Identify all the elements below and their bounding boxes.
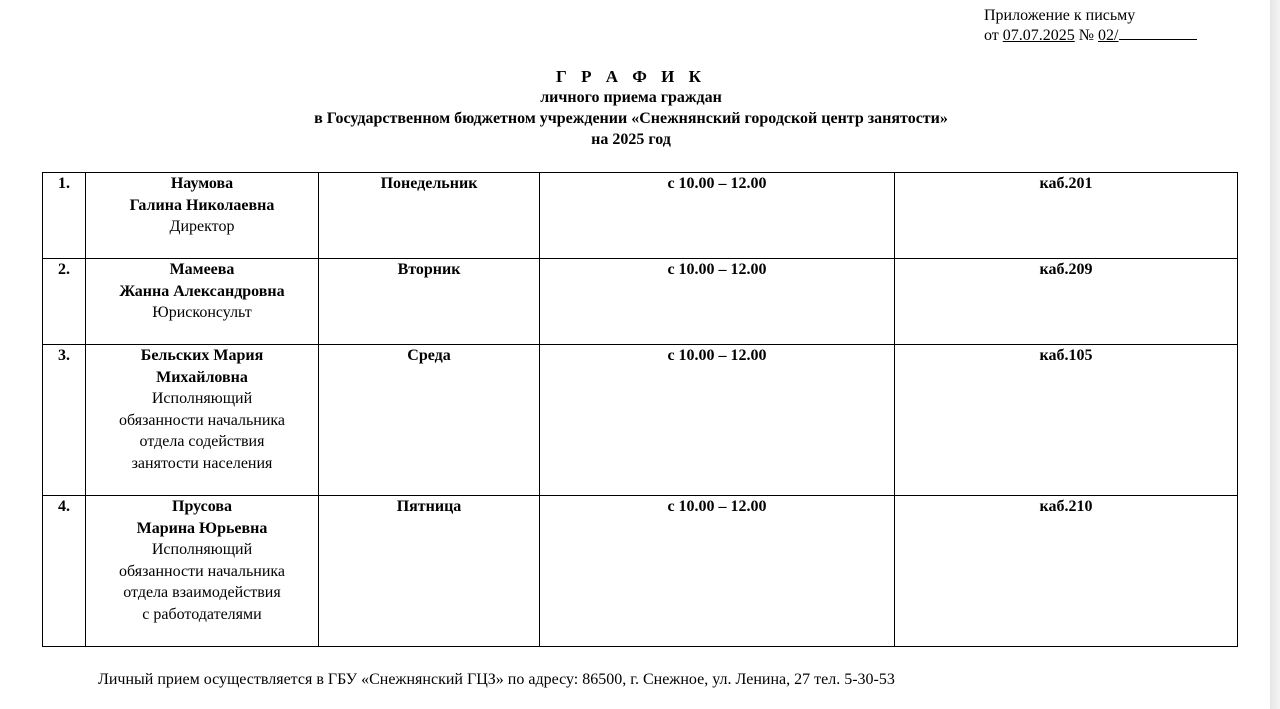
title-line2: личного приема граждан [540,89,722,106]
person-position-line: Юрисконсульт [152,304,252,321]
table-row [43,173,1238,259]
attachment-line1: Приложение к письму [984,7,1136,24]
table-row [43,345,1238,496]
row-number: 3. [43,345,86,496]
person-cell [86,496,319,647]
person-cell [86,173,319,259]
person-name-line: Галина Николаевна [129,196,275,214]
title-heading: Г Р А Ф И К [556,67,706,86]
person-position-line: отдела взаимодействия [123,584,281,601]
attachment-prefix: от [984,27,1003,44]
document-title [0,66,1262,150]
reception-time: с 10.00 – 12.00 [540,345,895,496]
attachment-line2 [984,25,1197,45]
reception-room: каб.201 [895,173,1238,259]
reception-day: Пятница [319,496,540,647]
row-number: 4. [43,496,86,647]
footer-note: Личный прием осуществляется в ГБУ «Снежнянский ГЦЗ» по адресу: 86500, г. Снежное, ул. Ленина, 27 тел. 5-30-53 [98,671,895,688]
page-edge-shadow [1270,0,1280,709]
reception-room: каб.209 [895,259,1238,345]
person-name-line: Бельских Мария [140,347,264,364]
reception-day: Понедельник [319,173,540,259]
row-number: 1. [43,173,86,259]
letter-number: 02/ [1098,27,1119,44]
person-position-line: Исполняющий [151,390,253,407]
person-name-line: Прусова [172,498,232,515]
reception-time: с 10.00 – 12.00 [540,496,895,647]
person-position-line: с работодателями [142,605,262,623]
letter-number-blank [1119,25,1197,40]
person-cell [86,345,319,496]
person-position-line: занятости населения [131,454,273,472]
person-position-line: Директор [169,218,235,235]
reception-time: с 10.00 – 12.00 [540,173,895,259]
schedule-table [42,172,1238,647]
reception-time: с 10.00 – 12.00 [540,259,895,345]
table-row [43,496,1238,647]
title-line3: в Государственном бюджетном учреждении «Снежнянский городской центр занятости» [314,110,948,127]
person-name-line: Марина Юрьевна [136,519,268,537]
person-position-line: обязанности начальника [118,411,286,429]
table-row [43,259,1238,345]
attachment-number-label: № [1074,27,1099,44]
reception-room: каб.210 [895,496,1238,647]
reception-day: Вторник [319,259,540,345]
person-position-line: обязанности начальника [118,562,286,580]
person-position-line: отдела содействия [139,433,265,450]
reception-day: Среда [319,345,540,496]
attachment-note [984,6,1197,45]
person-name-line: Мамеева [169,261,235,278]
row-number: 2. [43,259,86,345]
person-name-line: Жанна Александровна [119,282,285,300]
person-cell [86,259,319,345]
person-position-line: Исполняющий [151,541,253,558]
person-name-line: Наумова [170,175,234,192]
letter-date: 07.07.2025 [1002,27,1075,44]
title-line4: на 2025 год [591,131,671,148]
person-name-line: Михайловна [156,368,248,386]
reception-room: каб.105 [895,345,1238,496]
